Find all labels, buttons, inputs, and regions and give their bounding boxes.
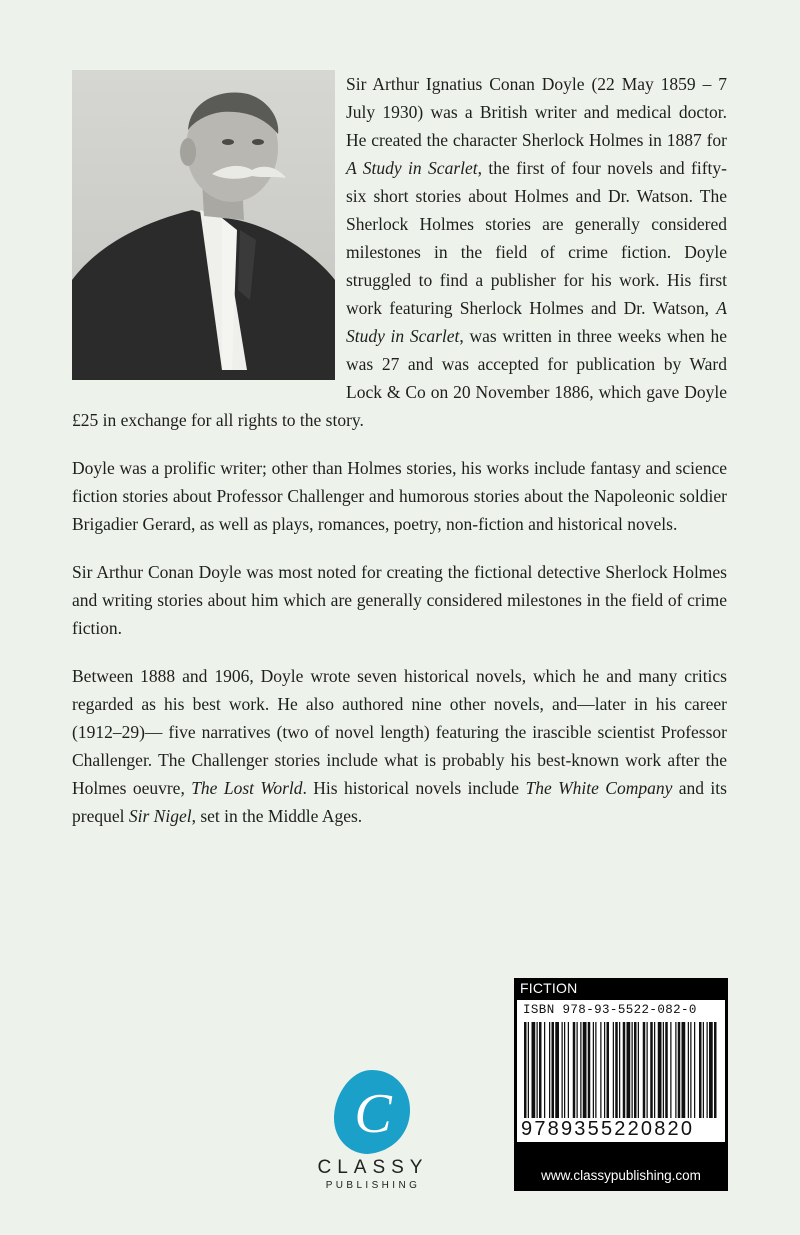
publisher-name: CLASSY bbox=[317, 1157, 429, 1178]
barcode-bar bbox=[573, 1022, 576, 1118]
bio-p4-text-e: and its prequel bbox=[72, 778, 727, 826]
bio-p4-title-lost-world: The Lost World bbox=[191, 778, 303, 798]
publisher-subtitle: PUBLISHING bbox=[325, 1180, 421, 1191]
author-biography bbox=[72, 70, 727, 850]
barcode-bar bbox=[703, 1022, 704, 1118]
barcode-bar bbox=[613, 1022, 614, 1118]
barcode-bar bbox=[688, 1022, 689, 1118]
barcode-area bbox=[517, 1000, 725, 1142]
barcode-bar bbox=[562, 1022, 563, 1118]
barcode-bar bbox=[699, 1022, 702, 1118]
barcode-bar bbox=[604, 1022, 605, 1118]
barcode-bar bbox=[588, 1022, 591, 1118]
barcode-bar bbox=[537, 1022, 538, 1118]
barcode-bar bbox=[607, 1022, 610, 1118]
barcode-bar bbox=[709, 1022, 713, 1118]
bio-paragraph-4 bbox=[72, 662, 727, 830]
publisher-logo-icon bbox=[332, 1068, 412, 1156]
barcode-bar bbox=[555, 1022, 559, 1118]
barcode-bar bbox=[654, 1022, 655, 1118]
barcode-bar bbox=[707, 1022, 708, 1118]
barcode-bar bbox=[650, 1022, 653, 1118]
barcode-bar bbox=[528, 1022, 529, 1118]
barcode-bar bbox=[552, 1022, 555, 1118]
barcode-bar bbox=[568, 1022, 569, 1118]
barcode-bar bbox=[549, 1022, 550, 1118]
genre-label: FICTION bbox=[520, 980, 578, 996]
barcode-bar bbox=[627, 1022, 631, 1118]
barcode-bar bbox=[564, 1022, 565, 1118]
barcode-bar bbox=[638, 1022, 639, 1118]
barcode-panel bbox=[514, 978, 728, 1191]
bio-paragraph-2: Doyle was a prolific writer; other than Holmes stories, his works include fantasy and science fiction stories about Professor Challenger and humorous stories about the Napoleonic soldier Brigadier Gerard, as well as plays, romances, poetry, non-fiction and historical novels. bbox=[72, 458, 727, 534]
barcode-bar bbox=[524, 1022, 527, 1118]
barcode-bar bbox=[623, 1022, 626, 1118]
barcode-bar bbox=[600, 1022, 601, 1118]
barcode-bar bbox=[658, 1022, 662, 1118]
barcode-bar bbox=[619, 1022, 620, 1118]
barcode-bar bbox=[539, 1022, 542, 1118]
bio-p1-title-a-study-in-scarlet-2: A Study in Scarlet bbox=[346, 298, 727, 346]
barcode-bar bbox=[643, 1022, 646, 1118]
barcode-bar bbox=[678, 1022, 681, 1118]
bio-p4-title-white-company: The White Company bbox=[525, 778, 673, 798]
barcode-bar bbox=[544, 1022, 545, 1118]
publisher-logo-letter: C bbox=[354, 1083, 392, 1145]
barcode-bar bbox=[647, 1022, 648, 1118]
bio-p1-text-e: , was written in three weeks when he was 27 and was accepted for publication by Ward Lock & Co on 20 November 1886, which gave Doyle £25 in exchange for all rights to the story. bbox=[72, 326, 727, 430]
barcode-bar bbox=[632, 1022, 633, 1118]
barcode-bar bbox=[714, 1022, 717, 1118]
barcode-bar bbox=[663, 1022, 664, 1118]
barcode-bar bbox=[694, 1022, 695, 1118]
barcode-bar bbox=[577, 1022, 578, 1118]
bio-p1-text-c: , the first of four novels and fifty-six short stories about Holmes and Dr. Watson. The Sherlock Holmes stories are generally considered milestones in the field of crime fiction. Doyle struggled to find a publisher for his work. His first work featuring Sherlock Holmes and Dr. Watson, bbox=[346, 158, 727, 318]
barcode-digits: 9789355220820 bbox=[521, 1118, 695, 1140]
bio-p4-text-c: . His historical novels include bbox=[302, 778, 526, 798]
portrait-spacer bbox=[72, 70, 346, 388]
barcode-bar bbox=[670, 1022, 671, 1118]
bio-p4-text-g: , set in the Middle Ages. bbox=[191, 806, 363, 826]
publisher-website: www.classypublishing.com bbox=[541, 1168, 701, 1183]
bio-paragraph-3: Sir Arthur Conan Doyle was most noted for creating the fictional detective Sherlock Holmes and writing stories about him which are generally considered milestones in the field of crime fiction. bbox=[72, 562, 727, 638]
barcode-bar bbox=[595, 1022, 596, 1118]
isbn-text: ISBN 978-93-5522-082-0 bbox=[523, 1003, 697, 1017]
barcode-bar bbox=[690, 1022, 691, 1118]
bio-p4-text-a: Between 1888 and 1906, Doyle wrote seven historical novels, which he and many critics regarded as his best work. He also authored nine other novels, and—later in his career (1912–29)— five narratives (two of novel length) featuring the irascible scientist Professor Challenger. The Challenger stories include what is probably his best-known work after the Holmes oeuvre, bbox=[72, 666, 727, 798]
barcode-bar bbox=[583, 1022, 587, 1118]
barcode-bar bbox=[665, 1022, 668, 1118]
barcode-bar bbox=[532, 1022, 536, 1118]
barcode-bar bbox=[593, 1022, 594, 1118]
barcode-bar bbox=[682, 1022, 686, 1118]
bio-p4-title-sir-nigel: Sir Nigel bbox=[128, 806, 192, 826]
bio-p1-text-a: Sir Arthur Ignatius Conan Doyle (22 May 1859 – 7 July 1930) was a British writer and medical doctor. He created the character Sherlock Holmes in 1887 for bbox=[346, 74, 727, 150]
barcode-bar bbox=[675, 1022, 676, 1118]
barcode-bar bbox=[634, 1022, 637, 1118]
barcode-bar bbox=[615, 1022, 618, 1118]
barcode-bar bbox=[580, 1022, 581, 1118]
barcode-bars-icon bbox=[523, 1022, 719, 1118]
bio-p1-title-a-study-in-scarlet: A Study in Scarlet bbox=[346, 158, 478, 178]
